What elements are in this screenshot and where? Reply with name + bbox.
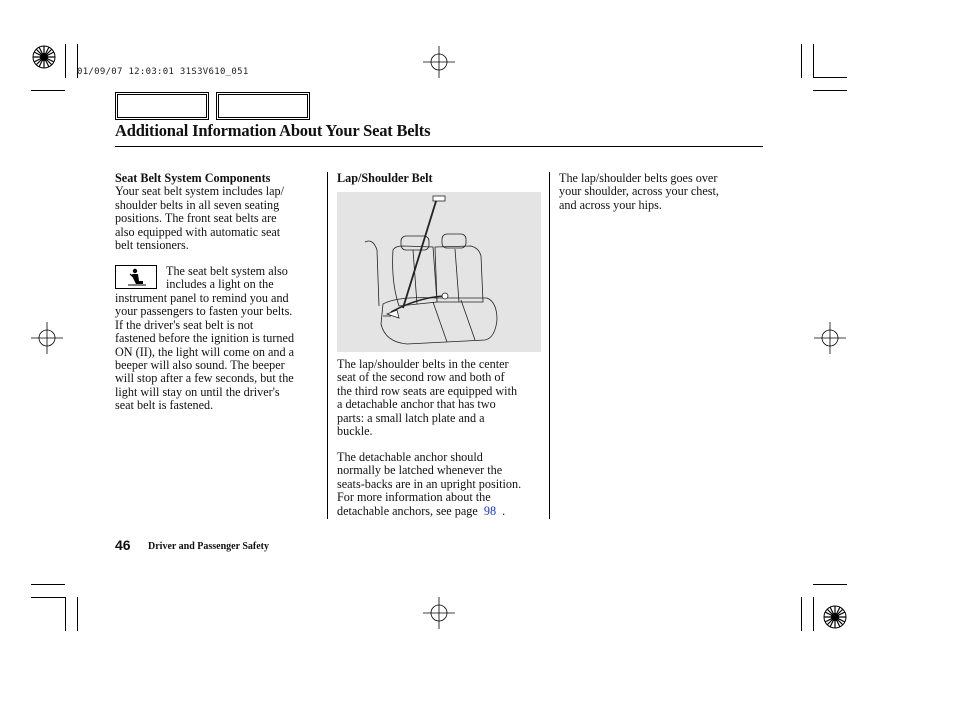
text-line: The seat belt system also	[166, 264, 288, 278]
header-tab-box	[216, 92, 310, 120]
text-line: .	[502, 503, 506, 518]
text-line: shoulder belts in all seven seating	[115, 197, 280, 212]
registration-crosshair-icon	[31, 322, 63, 354]
footer-section-title: Driver and Passenger Safety	[148, 541, 270, 552]
crop-line	[801, 597, 802, 631]
text-line: The lap/shoulder belts goes over	[559, 171, 718, 185]
column-3	[559, 172, 764, 212]
paragraph	[115, 292, 325, 413]
page-title: Additional Information About Your Seat Belts	[115, 121, 431, 140]
registration-crosshair-icon	[814, 322, 846, 354]
crop-line	[65, 597, 66, 631]
text-line: belt tensioners.	[115, 238, 189, 253]
paragraph	[115, 185, 320, 252]
column-divider	[327, 172, 328, 519]
page-reference-link[interactable]: 98	[483, 503, 497, 518]
crop-line	[77, 597, 78, 631]
crop-line	[31, 597, 65, 598]
text-line: will stop after a few seconds, but the	[115, 371, 294, 386]
text-line: seat of the second row and both of	[337, 370, 505, 385]
registration-starburst-icon	[822, 604, 848, 630]
rear-seat-belt-illustration	[337, 192, 541, 352]
text-line: For more information about the	[337, 490, 491, 505]
text-line: Your seat belt system includes lap/	[115, 184, 285, 199]
registration-crosshair-icon	[423, 46, 455, 78]
text-line: the third row seats are equipped with	[337, 383, 518, 398]
print-info: 01/09/07 12:03:01 31S3V610_051	[77, 67, 249, 77]
column-divider	[549, 172, 550, 519]
column-2-heading	[337, 172, 545, 185]
header-tab-box	[115, 92, 209, 120]
text-line: your passengers to fasten your belts.	[115, 304, 293, 319]
crop-line	[31, 584, 65, 585]
text-line: and across your hips.	[559, 197, 662, 212]
paragraph	[337, 451, 549, 518]
paragraph	[337, 358, 549, 438]
seat-belt-reminder-icon	[115, 265, 157, 289]
column-1	[115, 172, 320, 252]
text-line: seats-backs are in an upright position.	[337, 476, 522, 491]
text-line: instrument panel to remind you and	[115, 291, 289, 305]
section-heading: Lap/Shoulder Belt	[337, 171, 433, 185]
text-line: parts: a small latch plate and a	[337, 410, 485, 425]
text-line: light will stay on until the driver's	[115, 384, 280, 399]
crop-line	[65, 44, 66, 78]
text-line: If the driver's seat belt is not	[115, 317, 254, 332]
crop-line	[813, 90, 847, 91]
text-line: detachable anchors, see page	[337, 503, 478, 518]
text-line: buckle.	[337, 424, 373, 439]
registration-crosshair-icon	[423, 597, 455, 629]
text-line: beeper will also sound. The beeper	[115, 358, 285, 373]
text-line: a detachable anchor that has two	[337, 397, 496, 412]
indented-lines	[166, 265, 326, 292]
text-line: The detachable anchor should	[337, 450, 483, 464]
section-heading: Seat Belt System Components	[115, 171, 271, 185]
text-line: positions. The front seat belts are	[115, 211, 277, 226]
crop-line	[813, 597, 814, 631]
page-number: 46	[115, 537, 131, 553]
crop-line	[813, 77, 847, 78]
text-line: your shoulder, across your chest,	[559, 184, 719, 199]
registration-starburst-icon	[31, 44, 57, 70]
crop-line	[31, 90, 65, 91]
text-line: The lap/shoulder belts in the center	[337, 357, 509, 371]
text-line: ON (II), the light will come on and a	[115, 344, 295, 359]
text-line: fastened before the ignition is turned	[115, 331, 295, 346]
title-rule	[115, 146, 763, 147]
text-line: seat belt is fastened.	[115, 398, 214, 413]
text-line: includes a light on the	[166, 277, 274, 292]
crop-line	[813, 584, 847, 585]
text-line: also equipped with automatic seat	[115, 224, 281, 239]
crop-line	[813, 44, 814, 78]
text-line: normally be latched whenever the	[337, 463, 503, 478]
crop-line	[801, 44, 802, 78]
